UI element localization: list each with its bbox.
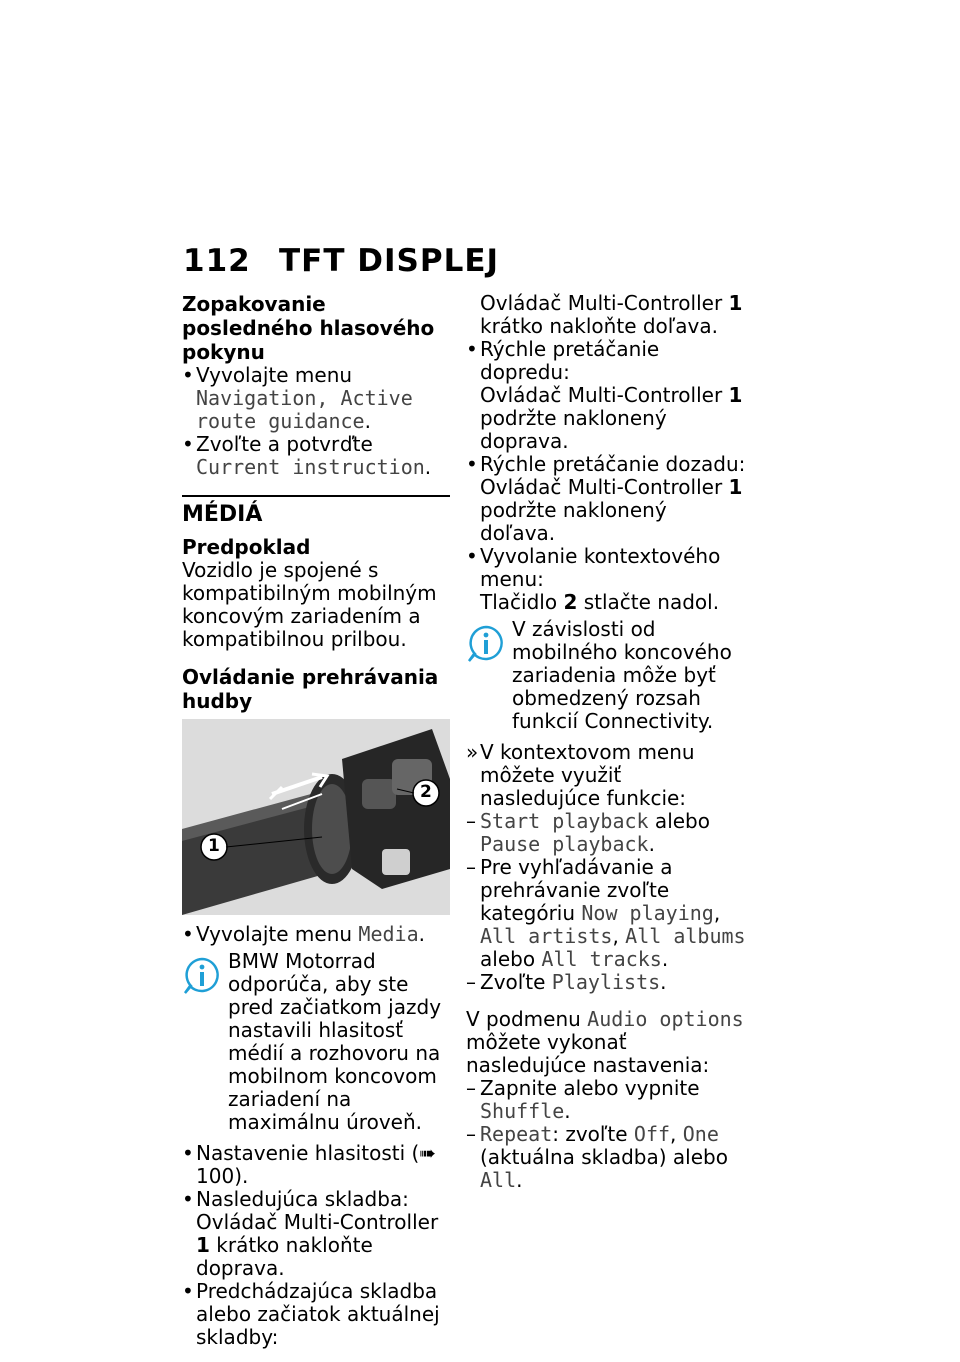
repeat-instruction-heading: Zopakovanie posledného hlasového pokynu bbox=[182, 292, 435, 364]
right-column: Ovládač Multi-Controller 1 krátko nakloňte doľava. • Rýchle pretáčanie dopredu: Ovládač Multi-Controller 1 podržte naklonený doprava. • Rýchle pretáčanie dozadu: Ovládač Multi-Controller 1 podržte naklonený doľava. • Vyvolanie kontextového menu: Tlačidlo 2 stlačte nadol. V závislosti od mobilného koncového zariadenia môže byť obmedzený rozsah funkcií Connectivity. » V kontextovom menu môžete využiť nasledujúce funkcie: – Start playback alebo Pause playback. – Pre vyhľadávanie a prehrávanie zvoľte kategóriu Now playing, All artists, All albums alebo All tracks. – Zvoľte Playlists. V podmenu Audio options môžete vykonať nasledujúce nastavenia: – Zapnite alebo vypnite Shuffle. – Repeat: zvoľte Off, One (aktuálna skladba) alebo All. bbox=[466, 292, 746, 1192]
dash-item: – Pre vyhľadávanie a prehrávanie zvoľte kategóriu Now playing, All artists, All albums alebo All tracks. bbox=[466, 856, 746, 971]
section-divider bbox=[182, 495, 450, 497]
info-note bbox=[182, 950, 450, 1134]
bullet-item: • Rýchle pretáčanie dopredu: bbox=[466, 338, 746, 384]
bullet-item: • Vyvolanie kontextového menu: bbox=[466, 545, 746, 591]
note-text: V závislosti od mobilného koncového zariadenia môže byť obmedzený rozsah funkcií Connectivity. bbox=[512, 617, 732, 733]
submenu-text: V podmenu Audio options môžete vykonať nasledujúce nastavenia: bbox=[466, 1007, 744, 1077]
page-ref-arrow-icon: ➠ bbox=[419, 1141, 437, 1165]
page-header bbox=[183, 243, 499, 279]
bullet-item: • Nasledujúca skladba: Ovládač Multi-Controller 1 krátko nakloňte doprava. bbox=[182, 1188, 450, 1280]
handlebar-controller-photo bbox=[182, 719, 450, 915]
left-column bbox=[182, 292, 450, 1349]
page-reference[interactable]: 100 bbox=[196, 1164, 235, 1188]
info-note bbox=[466, 618, 746, 733]
menu-path-code: Navigation, Active route guidance bbox=[196, 386, 413, 433]
dash-item: – Zvoľte Playlists. bbox=[466, 971, 746, 994]
prerequisite-heading: Predpoklad bbox=[182, 535, 311, 559]
menu-item-code: Media bbox=[358, 922, 419, 946]
bullet-item: • Predchádzajúca skladba alebo začiatok aktuálnej skladby: bbox=[182, 1280, 450, 1349]
bullet-item: • Nastavenie hlasitosti (➠ 100). bbox=[182, 1142, 450, 1188]
section-title: MÉDIÁ bbox=[182, 502, 263, 527]
menu-item-code: Current instruction bbox=[196, 455, 425, 479]
callout-1: 1 bbox=[208, 836, 220, 856]
bullet-item: • Rýchle pretáčanie dozadu: bbox=[466, 453, 746, 476]
result-item: » V kontextovom menu môžete využiť nasledujúce funkcie: bbox=[466, 741, 746, 810]
callout-2: 2 bbox=[420, 782, 432, 802]
page-number: 112 bbox=[183, 243, 251, 279]
continued-text: Ovládač Multi-Controller 1 krátko nakloňte doľava. bbox=[480, 291, 743, 338]
bullet-item: • Vyvolajte menu Navigation, Active route guidance. bbox=[182, 364, 450, 433]
prerequisite-text: Vozidlo je spojené s kompatibilným mobilným koncovým zariadením a kompatibilnou prilbou. bbox=[182, 558, 437, 651]
music-control-heading: Ovládanie prehrávania hudby bbox=[182, 665, 439, 713]
info-icon bbox=[466, 624, 506, 664]
bullet-item: • Zvoľte a potvrďte Current instruction. bbox=[182, 433, 450, 479]
bullet-item: • Vyvolajte menu Media. bbox=[182, 923, 450, 946]
dash-item: – Repeat: zvoľte Off, One (aktuálna skladba) alebo All. bbox=[466, 1123, 746, 1192]
note-text: BMW Motorrad odporúča, aby ste pred začiatkom jazdy nastavili hlasitosť médií a rozhovoru na mobilnom koncovom zariadení na maximálnu úroveň. bbox=[228, 949, 442, 1134]
info-icon bbox=[182, 956, 222, 996]
dash-item: – Zapnite alebo vypnite Shuffle. bbox=[466, 1077, 746, 1123]
chapter-title: TFT DISPLEJ bbox=[279, 243, 500, 279]
dash-item: – Start playback alebo Pause playback. bbox=[466, 810, 746, 856]
